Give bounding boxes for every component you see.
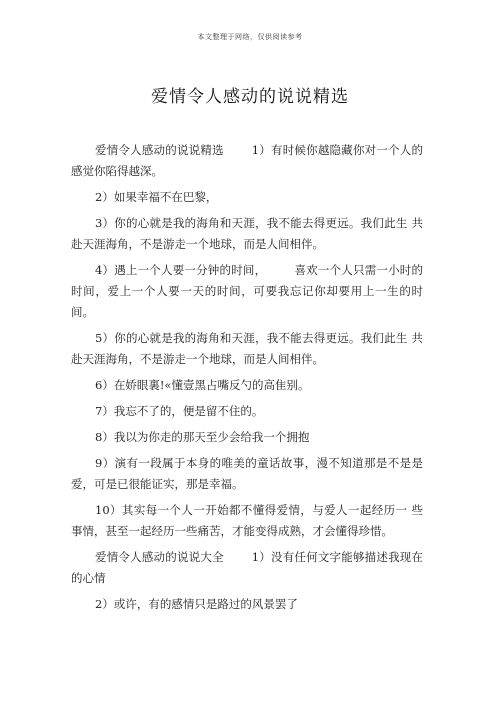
paragraph-text: 3）你的心就是我的海角和天涯，我不能去得更远。我们此生 共赴天涯海角，不是游走一个地球，而是人间相伴。 bbox=[71, 216, 423, 251]
paragraph-text: ，漫不知道那是不是是爱，可是已很能证实，那是幸福。 bbox=[71, 456, 423, 491]
header-note: 本文整理于网络，仅供阅读参考 bbox=[197, 33, 303, 41]
paragraph-text: 喜欢一个人只需一小时的时间，爱上一个人要一天的时间，可要我忘记你却要用上一生的时间。 bbox=[71, 263, 423, 319]
paragraph bbox=[71, 260, 423, 323]
paragraph-text: 4）遇上一个人要一分钟的时间， bbox=[95, 263, 267, 277]
paragraph-text: 6）在娇眼裏!«懂壹黑占嘴反勺的高隹别。 bbox=[95, 378, 310, 392]
paragraph-text: 2）或许，有的感情只是路过的风景罢了 bbox=[95, 597, 298, 611]
paragraph bbox=[71, 213, 423, 255]
paragraph-text: 2）如果幸福不在巴黎， bbox=[95, 190, 218, 204]
paragraph bbox=[71, 375, 423, 396]
paragraph bbox=[71, 328, 423, 370]
page-title: 爱情令人感动的说说精选 bbox=[151, 87, 349, 107]
paragraph-text: 7）我忘不了的，便是留不住的。 bbox=[95, 404, 264, 418]
paragraph bbox=[71, 140, 423, 182]
document-body bbox=[71, 140, 423, 620]
paragraph-text: 1）有时候你越隐藏你对一个人的感觉你陷得越深。 bbox=[71, 143, 423, 178]
paragraph-text: 9）演有一段属于本身的唯美的童话故事 bbox=[95, 456, 305, 470]
paragraph bbox=[71, 594, 423, 615]
paragraph bbox=[71, 547, 423, 589]
paragraph bbox=[71, 500, 423, 542]
paragraph bbox=[71, 401, 423, 422]
paragraph-text: 10）其实每一个人一开始都不懂得爱情，与爱人一起经历一 些事情，甚至一起经历一些痛苦，才能变得成熟，才会懂得珍惜。 bbox=[71, 503, 423, 538]
paragraph-text: 爱情令人感动的说说大全 bbox=[95, 550, 224, 564]
paragraph-text: 5）你的心就是我的海角和天涯，我不能去得更远。我们此生 共赴天涯海角，不是游走一个地球，而是人间相伴。 bbox=[71, 331, 423, 366]
paragraph-text: 爱情令人感动的说说精选 bbox=[95, 143, 224, 157]
paragraph-text: 8）我以为你走的那天至少会给我一个拥抱 bbox=[95, 430, 310, 444]
paragraph bbox=[71, 187, 423, 208]
paragraph bbox=[71, 427, 423, 448]
paragraph bbox=[71, 453, 423, 495]
paragraph-text: 1）没有任何文字能够描述我现在的心情 bbox=[71, 550, 423, 585]
